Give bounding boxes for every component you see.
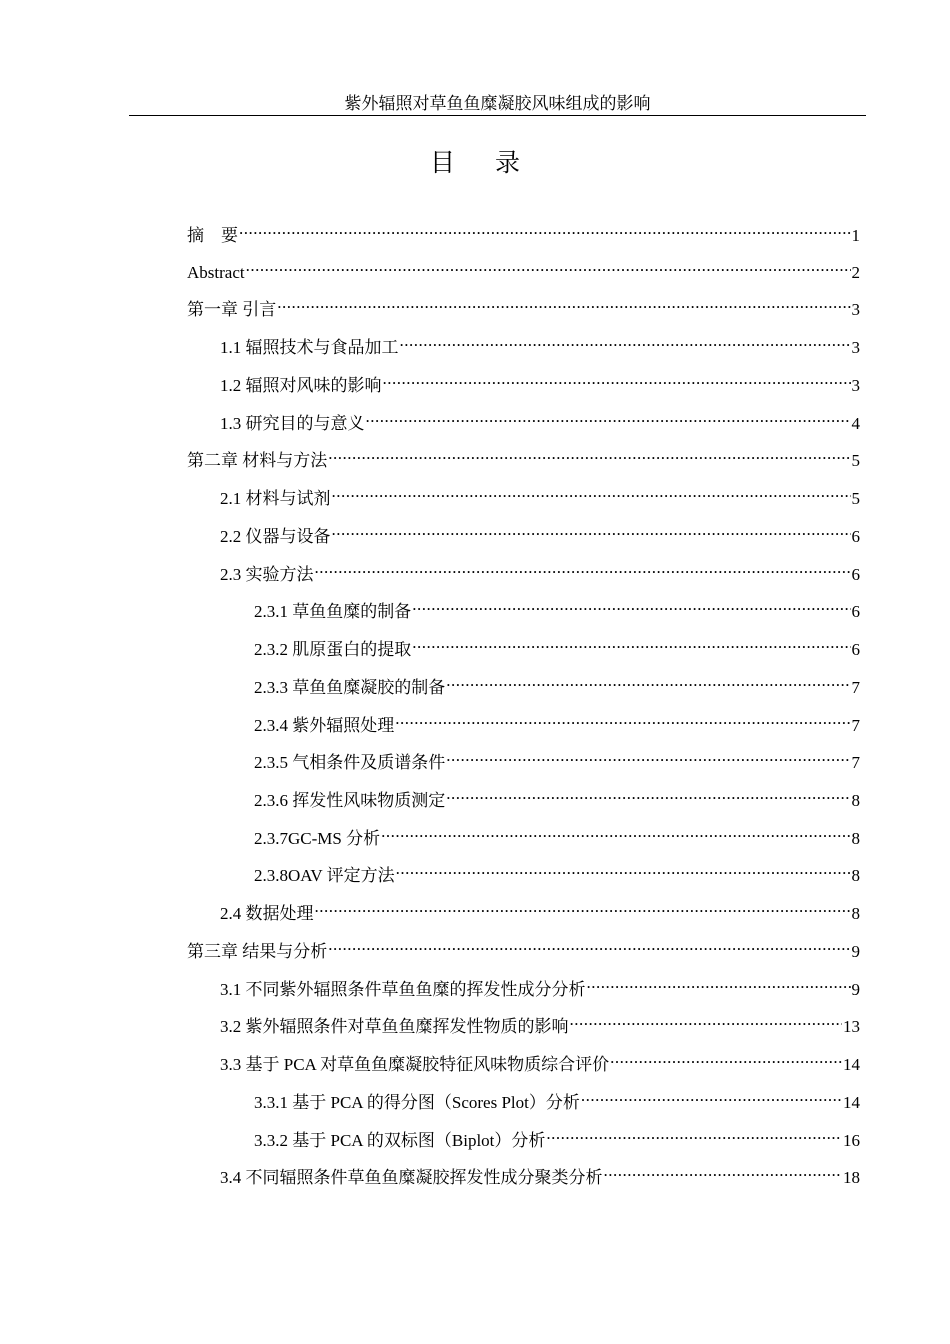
- dot-leader: [239, 217, 851, 241]
- toc-entry-page: 6: [851, 602, 860, 621]
- toc-entry-page: 3: [851, 300, 860, 319]
- toc-entry-label: 摘 要: [187, 226, 238, 245]
- toc-entry-page: 8: [851, 791, 860, 810]
- toc-entry-page: 3: [851, 376, 860, 395]
- toc-entry-page: 5: [851, 451, 860, 470]
- toc-entry-label: 2.3.1 草鱼鱼糜的制备: [254, 602, 412, 621]
- toc-entry-page: 8: [851, 904, 860, 923]
- dot-leader: [366, 405, 851, 429]
- toc-entry-page: 6: [851, 640, 860, 659]
- toc-entry-3-4[interactable]: [220, 1159, 860, 1187]
- toc-entry-page: 1: [851, 226, 860, 245]
- dot-leader: [328, 933, 850, 957]
- toc-entry-label: Abstract: [187, 263, 245, 282]
- toc-entry-label: 3.4 不同辐照条件草鱼鱼糜凝胶挥发性成分聚类分析: [220, 1168, 603, 1187]
- dot-leader: [315, 895, 851, 919]
- toc-entry-1-3[interactable]: [220, 405, 860, 433]
- toc-entry-abstract-en[interactable]: [187, 254, 860, 282]
- toc-entry-2-3[interactable]: [220, 556, 860, 584]
- toc-entry-2-3-5[interactable]: [254, 744, 860, 772]
- toc-entry-label: 3.2 紫外辐照条件对草鱼鱼糜挥发性物质的影响: [220, 1017, 569, 1036]
- toc-entry-page: 7: [851, 716, 860, 735]
- toc-entry-page: 13: [843, 1017, 860, 1036]
- toc-entry-label: 3.1 不同紫外辐照条件草鱼鱼糜的挥发性成分分析: [220, 980, 586, 999]
- toc-entry-label: 第二章 材料与方法: [187, 451, 328, 470]
- toc-entry-label: 2.3.2 肌原蛋白的提取: [254, 640, 412, 659]
- toc-entry-page: 9: [851, 942, 860, 961]
- toc-entry-label: 1.3 研究目的与意义: [220, 414, 365, 433]
- toc-entry-3-1[interactable]: [220, 971, 860, 999]
- toc-entry-1-1[interactable]: [220, 329, 860, 357]
- dot-leader: [332, 518, 851, 542]
- dot-leader: [412, 631, 850, 655]
- dot-leader: [570, 1008, 843, 1032]
- toc-entry-page: 7: [851, 678, 860, 697]
- toc-entry-label: 2.2 仪器与设备: [220, 527, 331, 546]
- toc-entry-label: 第一章 引言: [187, 300, 277, 319]
- dot-leader: [383, 367, 851, 391]
- toc-entry-page: 8: [851, 829, 860, 848]
- toc-entry-label: 2.3.6 挥发性风味物质测定: [254, 791, 446, 810]
- toc-entry-label: 2.3.7GC-MS 分析: [254, 829, 381, 848]
- dot-leader: [277, 291, 850, 315]
- toc-entry-label: 1.2 辐照对风味的影响: [220, 376, 382, 395]
- toc-entry-2-3-3[interactable]: [254, 669, 860, 697]
- toc-entry-abstract-cn[interactable]: [187, 217, 860, 245]
- dot-leader: [446, 669, 850, 693]
- toc-entry-2-3-1[interactable]: [254, 593, 860, 621]
- toc-entry-3-3-1[interactable]: [254, 1084, 860, 1112]
- toc-entry-label: 2.4 数据处理: [220, 904, 314, 923]
- toc-entry-2-3-6[interactable]: [254, 782, 860, 810]
- toc-entry-label: 1.1 辐照技术与食品加工: [220, 338, 399, 357]
- toc-entry-3-3[interactable]: [220, 1046, 860, 1074]
- toc-title: 目录: [429, 150, 560, 177]
- toc-entry-chapter-2[interactable]: [187, 442, 860, 470]
- dot-leader: [381, 820, 850, 844]
- running-header: 紫外辐照对草鱼鱼糜凝胶风味组成的影响: [129, 93, 866, 116]
- toc-entry-page: 3: [851, 338, 860, 357]
- toc-entry-label: 2.3.4 紫外辐照处理: [254, 716, 395, 735]
- toc-entry-page: 14: [843, 1055, 860, 1074]
- dot-leader: [328, 442, 850, 466]
- dot-leader: [446, 744, 850, 768]
- dot-leader: [604, 1159, 843, 1183]
- toc-entry-label: 第三章 结果与分析: [187, 942, 328, 961]
- toc-entry-label: 2.3.8OAV 评定方法: [254, 866, 395, 885]
- toc-entry-2-3-2[interactable]: [254, 631, 860, 659]
- toc-entry-label: 2.1 材料与试剂: [220, 489, 331, 508]
- toc-entry-label: 2.3 实验方法: [220, 565, 314, 584]
- toc-entry-page: 6: [851, 565, 860, 584]
- dot-leader: [581, 1084, 842, 1108]
- dot-leader: [396, 857, 851, 881]
- toc-entry-label: 3.3 基于 PCA 对草鱼鱼糜凝胶特征风味物质综合评价: [220, 1055, 610, 1074]
- toc-entry-label: 3.3.1 基于 PCA 的得分图（Scores Plot）分析: [254, 1093, 580, 1112]
- toc-entry-page: 4: [851, 414, 860, 433]
- toc-entry-label: 3.3.2 基于 PCA 的双标图（Biplot）分析: [254, 1131, 546, 1150]
- toc-entry-page: 16: [843, 1131, 860, 1150]
- toc-entry-chapter-3[interactable]: [187, 933, 860, 961]
- toc-entry-2-1[interactable]: [220, 480, 860, 508]
- toc-entry-page: 5: [851, 489, 860, 508]
- dot-leader: [610, 1046, 842, 1070]
- toc-entry-2-3-8[interactable]: [254, 857, 860, 885]
- toc-entry-2-3-4[interactable]: [254, 707, 860, 735]
- dot-leader: [587, 971, 851, 995]
- dot-leader: [332, 480, 851, 504]
- dot-leader: [395, 707, 850, 731]
- dot-leader: [412, 593, 850, 617]
- toc-entry-page: 9: [851, 980, 860, 999]
- toc-entry-page: 8: [851, 866, 860, 885]
- toc-entry-label: 2.3.5 气相条件及质谱条件: [254, 753, 446, 772]
- toc-entry-label: 2.3.3 草鱼鱼糜凝胶的制备: [254, 678, 446, 697]
- toc-entry-1-2[interactable]: [220, 367, 860, 395]
- toc-entry-page: 14: [843, 1093, 860, 1112]
- toc-entry-page: 18: [843, 1168, 860, 1187]
- toc-entry-3-3-2[interactable]: [254, 1122, 860, 1150]
- toc-entry-2-2[interactable]: [220, 518, 860, 546]
- toc-entry-page: 2: [851, 263, 860, 282]
- toc-entry-page: 7: [851, 753, 860, 772]
- toc-entry-page: 6: [851, 527, 860, 546]
- toc-entry-2-3-7[interactable]: [254, 820, 860, 848]
- toc-entry-3-2[interactable]: [220, 1008, 860, 1036]
- toc-entry-chapter-1[interactable]: [187, 291, 860, 319]
- dot-leader: [400, 329, 851, 353]
- dot-leader: [546, 1122, 842, 1146]
- toc-entry-2-4[interactable]: [220, 895, 860, 923]
- dot-leader: [315, 556, 851, 580]
- dot-leader: [246, 254, 851, 278]
- dot-leader: [446, 782, 850, 806]
